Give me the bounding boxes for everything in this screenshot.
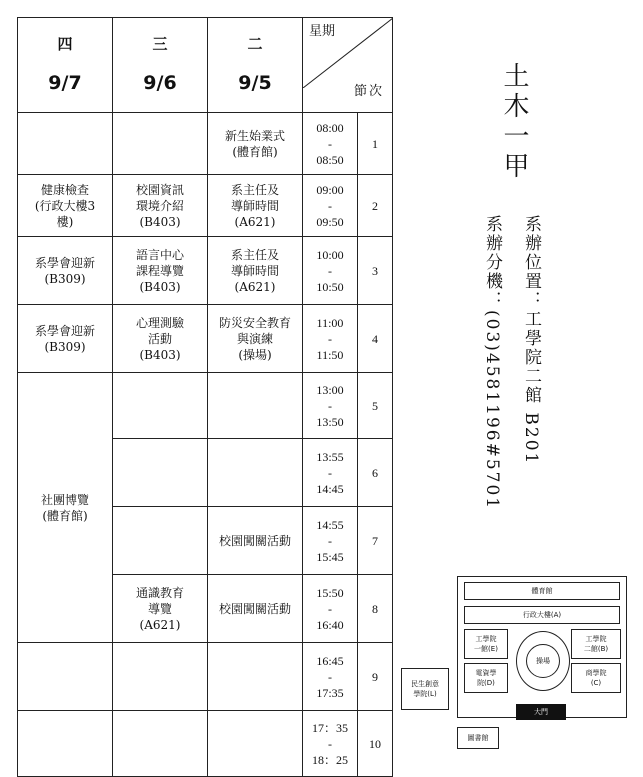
cell-wed — [113, 439, 208, 507]
time-cell — [303, 507, 358, 575]
cell-wed: 語言中心 課程導覽 (B403) — [113, 237, 208, 305]
corner-header — [303, 18, 393, 113]
time-cell — [303, 439, 358, 507]
cell-wed: 心理測驗 活動 (B403) — [113, 305, 208, 373]
time-start: 10:00 — [316, 247, 344, 262]
map-sports-field — [516, 631, 570, 691]
cell-thu-club-fair: 社團博覽 (體育館) — [18, 373, 113, 643]
map-admin-building: 行政大樓(A) — [464, 606, 620, 624]
cell-tue: 新生始業式 (體育館) — [208, 113, 303, 175]
cell-tue: 防災安全教育 與演練 (操場) — [208, 305, 303, 373]
cell-tue — [208, 373, 303, 439]
time-sep: - — [328, 465, 332, 480]
dept-office-location: 系辦位置：工學院二館 B201 — [521, 215, 541, 466]
period-number: 8 — [358, 575, 393, 643]
cell-tue: 校園闖關活動 — [208, 507, 303, 575]
period-label: 節次 — [353, 84, 384, 99]
cell-tue: 系主任及 導師時間 (A621) — [208, 175, 303, 237]
day-date: 9/5 — [238, 72, 272, 94]
time-start: 13:00 — [316, 382, 344, 397]
table-row — [18, 643, 393, 711]
period-number: 10 — [358, 711, 393, 777]
map-business: 商學院 (C) — [571, 663, 621, 693]
period-number: 3 — [358, 237, 393, 305]
table-row — [18, 113, 393, 175]
time-end: 10:50 — [316, 279, 344, 294]
time-start: 11:00 — [316, 315, 344, 330]
period-number: 7 — [358, 507, 393, 575]
campus-map — [398, 573, 630, 763]
time-sep: - — [328, 601, 332, 616]
time-cell — [303, 575, 358, 643]
time-cell — [303, 237, 358, 305]
time-end: 08:50 — [316, 152, 344, 167]
time-cell — [303, 711, 358, 777]
cell-wed — [113, 373, 208, 439]
map-minsheng: 民生創意 學院(L) — [401, 668, 449, 710]
day-date: 9/6 — [143, 72, 177, 94]
table-row — [18, 237, 393, 305]
cell-thu: 系學會迎新 (B309) — [18, 305, 113, 373]
cell-thu — [18, 113, 113, 175]
map-library: 圖書館 — [457, 727, 499, 749]
period-number: 2 — [358, 175, 393, 237]
map-ee-college: 電資學 院(D) — [464, 663, 508, 693]
time-end: 16:40 — [316, 617, 344, 632]
cell-wed — [113, 711, 208, 777]
time-start: 16:45 — [316, 653, 344, 668]
map-field-label: 操場 — [526, 644, 560, 678]
table-row — [18, 711, 393, 777]
period-number: 4 — [358, 305, 393, 373]
time-end: 13:50 — [316, 414, 344, 429]
time-sep: - — [328, 331, 332, 346]
time-end: 17:35 — [316, 685, 344, 700]
day-header-wed — [113, 18, 208, 113]
time-start: 09:00 — [316, 182, 344, 197]
weekday-label: 星期 — [309, 24, 336, 39]
cell-thu: 系學會迎新 (B309) — [18, 237, 113, 305]
time-sep: - — [328, 533, 332, 548]
time-start: 17：35 — [311, 720, 348, 735]
schedule-table — [17, 17, 393, 777]
map-gym: 體育館 — [464, 582, 620, 600]
time-start: 14:55 — [316, 517, 344, 532]
table-row — [18, 305, 393, 373]
cell-tue: 校園闖關活動 — [208, 575, 303, 643]
time-start: 15:50 — [316, 585, 344, 600]
time-cell — [303, 113, 358, 175]
day-name: 二 — [247, 35, 263, 53]
time-sep: - — [328, 263, 332, 278]
cell-wed: 校園資訊 環境介紹 (B403) — [113, 175, 208, 237]
cell-thu — [18, 711, 113, 777]
cell-wed — [113, 643, 208, 711]
cell-tue — [208, 439, 303, 507]
period-number: 6 — [358, 439, 393, 507]
day-name: 四 — [57, 35, 73, 53]
map-eng-2: 工學院 二館(B) — [571, 629, 621, 659]
time-sep: - — [328, 198, 332, 213]
map-main-gate: 大門 — [516, 704, 566, 720]
period-number: 5 — [358, 373, 393, 439]
cell-thu: 健康檢查 (行政大樓3 樓) — [18, 175, 113, 237]
time-start: 13:55 — [316, 449, 344, 464]
cell-tue — [208, 643, 303, 711]
period-number: 1 — [358, 113, 393, 175]
day-name: 三 — [152, 35, 168, 53]
cell-wed: 通識教育 導覽 (A621) — [113, 575, 208, 643]
cell-tue — [208, 711, 303, 777]
time-sep: - — [328, 669, 332, 684]
day-date: 9/7 — [48, 72, 82, 94]
time-cell — [303, 373, 358, 439]
cell-wed — [113, 507, 208, 575]
table-row — [18, 175, 393, 237]
table-row — [18, 373, 393, 439]
time-end: 18：25 — [311, 752, 348, 767]
time-cell — [303, 175, 358, 237]
map-eng-1: 工學院 一館(E) — [464, 629, 508, 659]
time-sep: - — [328, 136, 332, 151]
period-number: 9 — [358, 643, 393, 711]
time-end: 15:45 — [316, 549, 344, 564]
time-sep: - — [328, 398, 332, 413]
class-name: 土木一甲 — [499, 62, 529, 182]
day-header-thu — [18, 18, 113, 113]
day-header-tue — [208, 18, 303, 113]
time-end: 09:50 — [316, 214, 344, 229]
cell-wed — [113, 113, 208, 175]
time-end: 11:50 — [316, 347, 344, 362]
time-end: 14:45 — [316, 481, 344, 496]
dept-office-extension: 系辦分機：(03)4581196#5701 — [482, 215, 502, 511]
time-cell — [303, 643, 358, 711]
time-cell — [303, 305, 358, 373]
time-start: 08:00 — [316, 120, 344, 135]
cell-tue: 系主任及 導師時間 (A621) — [208, 237, 303, 305]
time-sep: - — [328, 736, 332, 751]
cell-thu — [18, 643, 113, 711]
